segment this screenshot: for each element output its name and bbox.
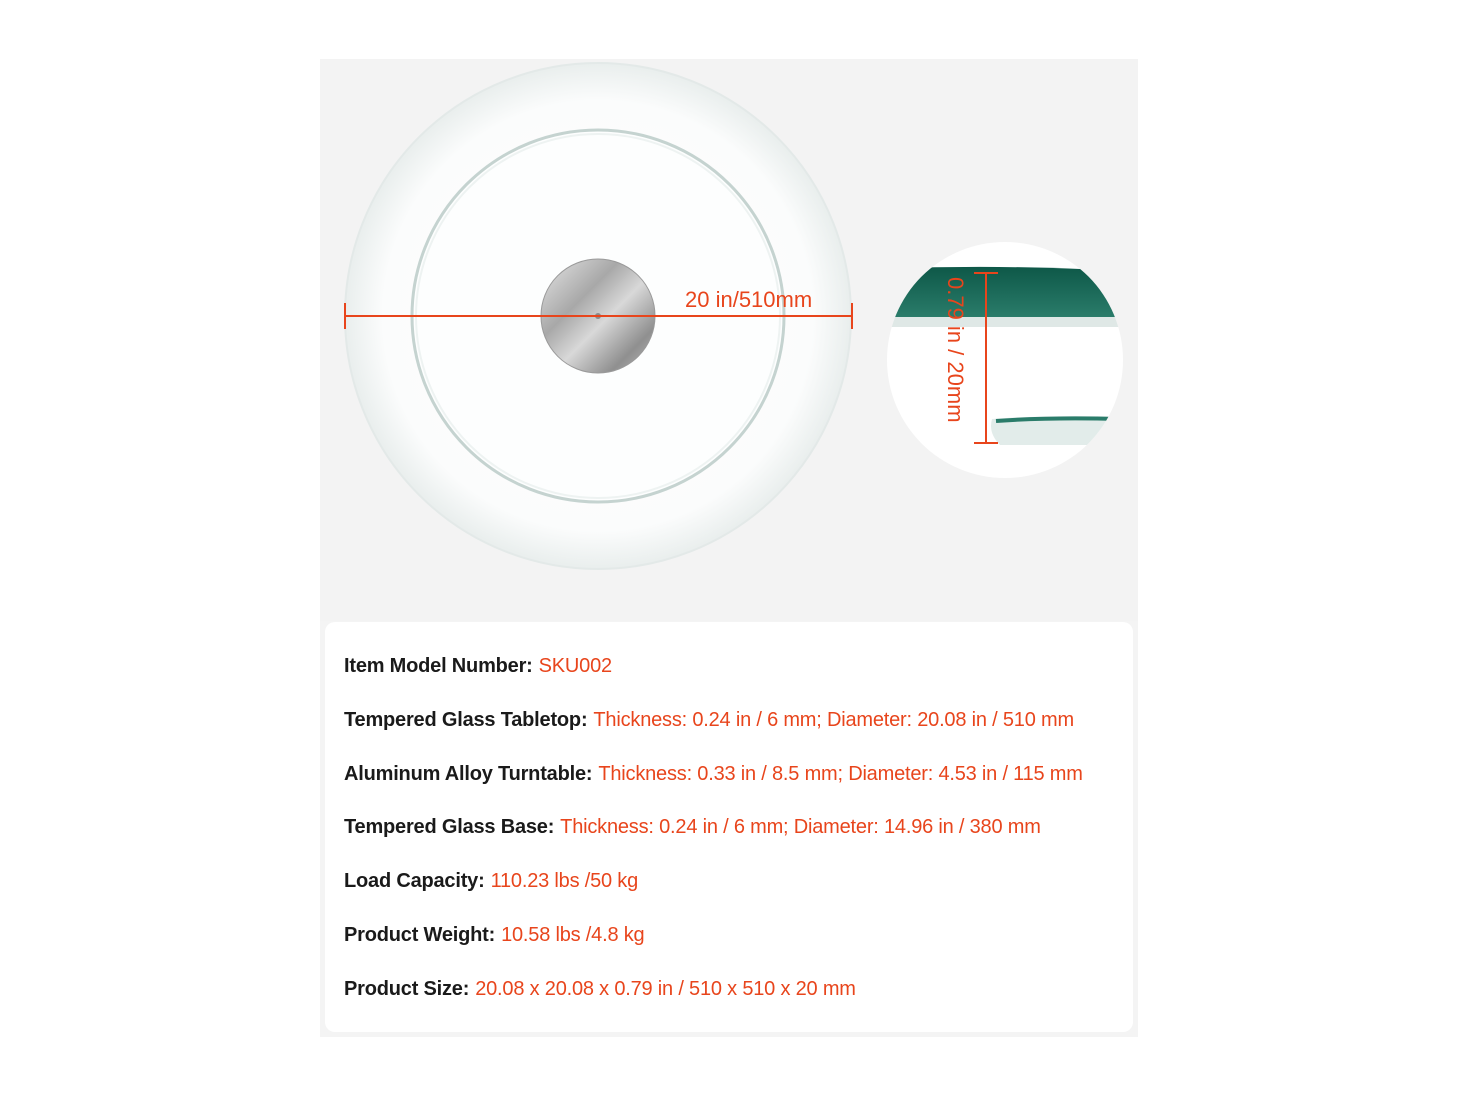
spec-row bbox=[344, 652, 612, 680]
spec-row bbox=[344, 867, 638, 895]
spec-row bbox=[344, 813, 1041, 841]
spec-label: Product Size: bbox=[344, 978, 470, 1000]
spec-value: 20.08 x 20.08 x 0.79 in / 510 x 510 x 20 mm bbox=[475, 978, 856, 1000]
edge-zoom-inset bbox=[880, 242, 1123, 478]
product-card bbox=[320, 59, 1138, 1037]
thickness-label: 0.79 in / 20mm bbox=[943, 277, 968, 423]
spec-row bbox=[344, 921, 644, 949]
spec-label: Aluminum Alloy Turntable: bbox=[344, 763, 593, 785]
spec-label: Tempered Glass Tabletop: bbox=[344, 709, 588, 731]
spec-value: Thickness: 0.33 in / 8.5 mm; Diameter: 4.53 in / 115 mm bbox=[598, 763, 1083, 785]
turntable-illustration bbox=[320, 59, 1138, 621]
spec-label: Product Weight: bbox=[344, 924, 496, 946]
spec-value: Thickness: 0.24 in / 6 mm; Diameter: 20.08 in / 510 mm bbox=[593, 709, 1074, 731]
spec-value: 110.23 lbs /50 kg bbox=[490, 870, 639, 892]
spec-value: 10.58 lbs /4.8 kg bbox=[501, 924, 645, 946]
spec-value: SKU002 bbox=[538, 655, 612, 677]
spec-value: Thickness: 0.24 in / 6 mm; Diameter: 14.96 in / 380 mm bbox=[560, 816, 1041, 838]
diameter-label: 20 in/510mm bbox=[685, 287, 813, 312]
spec-label: Item Model Number: bbox=[344, 655, 533, 677]
spec-label: Tempered Glass Base: bbox=[344, 816, 555, 838]
spec-row bbox=[344, 706, 1074, 734]
product-photo bbox=[320, 59, 1138, 621]
spec-label: Load Capacity: bbox=[344, 870, 485, 892]
spec-list bbox=[325, 622, 1133, 1032]
spec-row bbox=[344, 760, 1083, 788]
spec-row bbox=[344, 975, 856, 1003]
